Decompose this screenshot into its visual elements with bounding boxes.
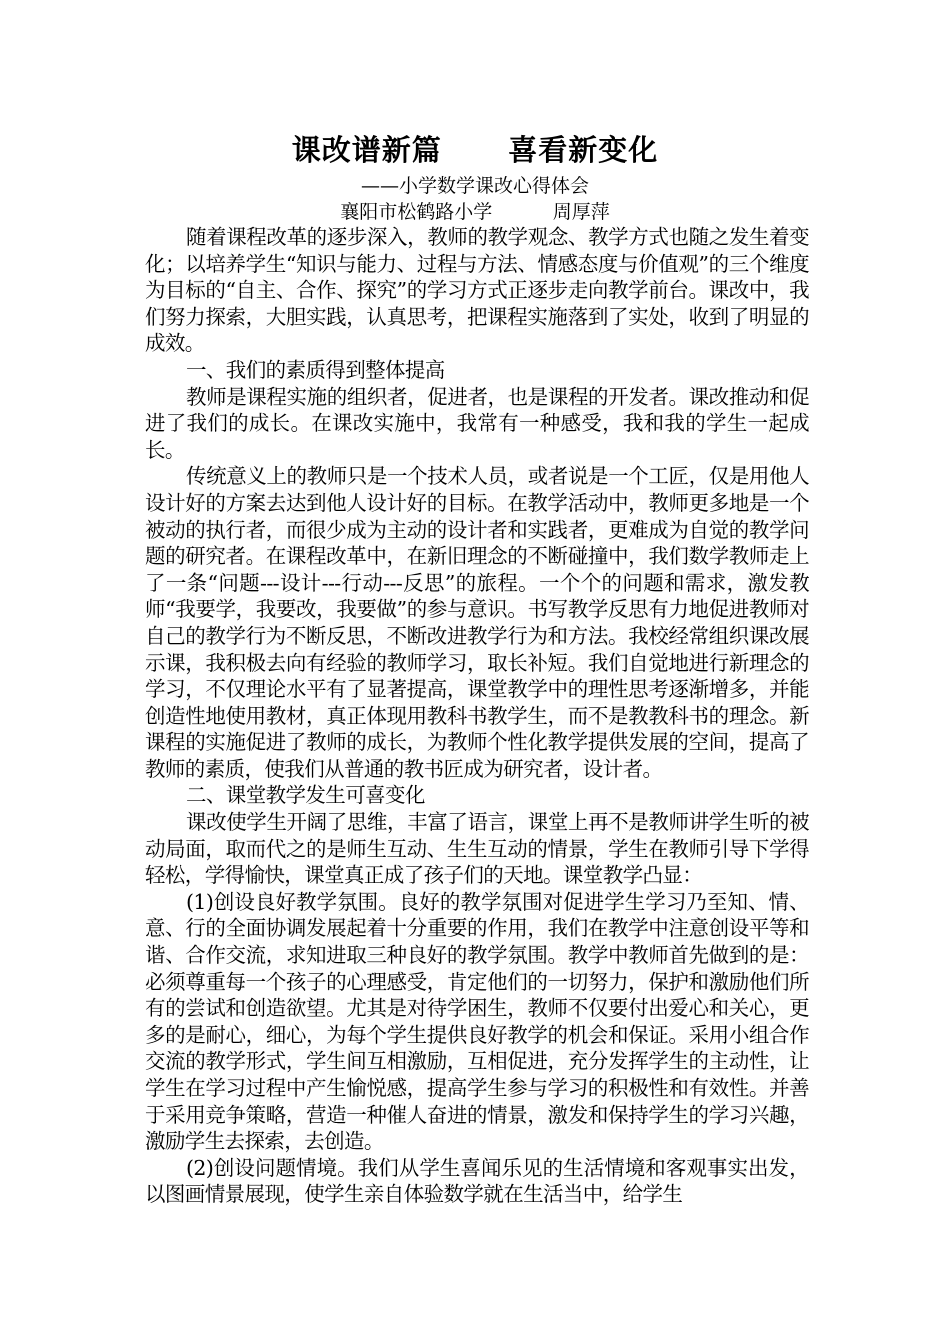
section-heading-2: 二、课堂教学发生可喜变化 [186, 783, 425, 808]
section-heading-1: 一、我们的素质得到整体提高 [186, 357, 445, 382]
author-line: 襄阳市松鹤路小学 周厚萍 [340, 201, 610, 223]
document-title: 课改谱新篇 喜看新变化 [291, 133, 659, 167]
paragraph-intro: 随着课程改革的逐步深入，教师的教学观念、教学方式也随之发生着变化；以培养学生“知识与能力、过程与方法、情感态度与价值观”的三个维度为目标的“自主、合作、探究”的学习方式正逐步走向教学前台。课改中，我们努力探索，大胆实践，认真思考，把课程实施落到了实处，收到了明显的成效。 [145, 225, 809, 356]
paragraph: 课改使学生开阔了思维，丰富了语言，课堂上再不是教师讲学生听的被动局面，取而代之的是师生互动、生生互动的情景，学生在教师引导下学得轻松，学得愉快，课堂真正成了孩子们的天地。课堂教学凸显： [145, 810, 809, 888]
paragraph: (2)创设问题情境。我们从学生喜闻乐见的生活情境和客观事实出发，以图画情景展现，使学生亲自体验数学就在生活当中，给学生 [145, 1155, 809, 1207]
paragraph: 传统意义上的教师只是一个技术人员，或者说是一个工匠，仅是用他人设计好的方案去达到他人设计好的目标。在教学活动中，教师更多地是一个被动的执行者，而很少成为主动的设计者和实践者，更难成为自觉的教学问题的研究者。在课程改革中，在新旧理念的不断碰撞中，我们数学教师走上了一条“问题---设计---行动---反思”的旅程。一个个的问题和需求，激发教师“我要学，我要改，我要做”的参与意识。书写教学反思有力地促进教师对自己的教学行为不断反思，不断改进教学行为和方法。我校经常组织课改展示课，我积极去向有经验的教师学习，取长补短。我们自觉地进行新理念的学习，不仅理论水平有了显著提高，课堂教学中的理性思考逐渐增多，并能创造性地使用教材，真正体现用教科书教学生，而不是教教科书的理念。新课程的实施促进了教师的成长，为教师个性化教学提供发展的空间，提高了教师的素质，使我们从普通的教书匠成为研究者，设计者。 [145, 464, 809, 781]
paragraph: 教师是课程实施的组织者，促进者，也是课程的开发者。课改推动和促进了我们的成长。在课改实施中，我常有一种感受，我和我的学生一起成长。 [145, 384, 809, 462]
paragraph: (1)创设良好教学氛围。良好的教学氛围对促进学生学习乃至知、情、意、行的全面协调发展起着十分重要的作用，我们在教学中注意创设平等和谐、合作交流，求知进取三种良好的教学氛围。教学中教师首先做到的是：必须尊重每一个孩子的心理感受，肯定他们的一切努力，保护和激励他们所有的尝试和创造欲望。尤其是对待学困生，教师不仅要付出爱心和关心，更多的是耐心，细心，为每个学生提供良好教学的机会和保证。采用小组合作交流的教学形式，学生间互相激励，互相促进，充分发挥学生的主动性，让学生在学习过程中产生愉悦感，提高学生参与学习的积极性和有效性。并善于采用竞争策略，营造一种催人奋进的情景，激发和保持学生的学习兴趣，激励学生去探索，去创造。 [145, 889, 809, 1154]
document-subtitle: ——小学数学课改心得体会 [360, 175, 589, 197]
document-body [145, 224, 809, 1208]
